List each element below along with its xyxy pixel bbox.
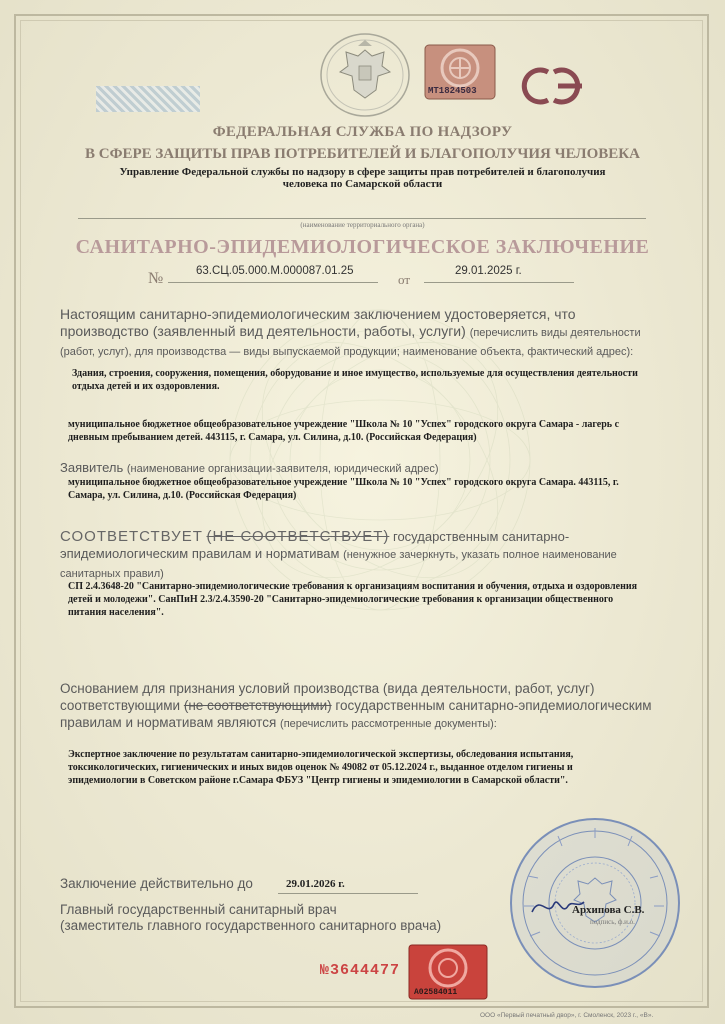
territorial-body: Управление Федеральной службы по надзору в сфере защиты прав потребителей и благополучия человека по Самарской области bbox=[119, 166, 606, 190]
date-underline bbox=[424, 282, 574, 283]
signatory-title-line1: Главный государственный санитарный врач bbox=[60, 902, 337, 917]
object-description: муниципальное бюджетное общеобразовательное учреждение "Школа № 10 "Успех" городского округа Самара - лагерь с дневным пребыванием детей. 443115, г. Самара, ул. Силина, д.10. (Российская Федерация) bbox=[68, 419, 620, 443]
certificate-date: 29.01.2025 г. bbox=[455, 265, 522, 277]
territorial-caption: (наименование территориального органа) bbox=[300, 221, 425, 229]
signature-caption: подпись, ф.и.о. bbox=[590, 918, 635, 926]
certificate-number: 63.СЦ.05.000.М.000087.01.25 bbox=[196, 265, 354, 277]
basis-documents: Экспертное заключение по результатам санитарно-эпидемиологической экспертизы, обследования испытания, токсикологических, гигиенических и иных видов оценок № 49082 от 05.12.2024 г., выданное отделом гигиены и эпидемиологии в Советском районе г.Самара ФБУЗ "Центр гигиены и эпидемиологии в Самарской области". bbox=[68, 749, 574, 786]
applicant-value: муниципальное бюджетное общеобразовательное учреждение "Школа № 10 "Успех" городского округа Самара. 443115, г. Самара, ул. Силина, д.10. (Российская Федерация) bbox=[68, 477, 619, 501]
basis-text: Основанием для признания условий производства (вида деятельности, работ, услуг) соответствующими (не соответствующими) государственным санитарно-эпидемиологическим правилам и нормативам являются (перечислить рассмотренные документы): bbox=[60, 681, 652, 730]
hologram-number: МТ1824503 bbox=[428, 86, 477, 96]
sanitary-rules: СП 2.4.3648-20 "Санитарно-эпидемиологические требования к организациям воспитания и обучения, отдыха и оздоровления детей и молодежи". СанПиН 2.3/2.4.3590-20 "Санитарно-эпидемиологические требования к организации общественного питания населения". bbox=[68, 581, 638, 618]
number-label: № bbox=[148, 270, 164, 287]
signatory-name: Архипова С.В. bbox=[572, 904, 645, 916]
activity-description: Здания, строения, сооружения, помещения, оборудование и иное имущество, используемые для осуществления деятельности отдыха детей и их оздоровления. bbox=[72, 368, 638, 392]
double-headed-eagle-emblem-icon bbox=[318, 32, 412, 118]
applicant-line: Заявитель (наименование организации-заявителя, юридический адрес) bbox=[60, 460, 439, 475]
agency-name-line2: В СФЕРЕ ЗАЩИТЫ ПРАВ ПОТРЕБИТЕЛЕЙ И БЛАГОПОЛУЧИЯ ЧЕЛОВЕКА bbox=[85, 146, 640, 162]
se-mark-logo-icon bbox=[512, 62, 590, 108]
intro-text: Настоящим санитарно-эпидемиологическим заключением удостоверяется, что производство (заявленный вид деятельности, работы, услуги) (перечислить виды деятельности (работ, услуг), для производства — виды выпускаемой продукции; наименование объекта, фактический адрес): bbox=[60, 306, 641, 358]
validity-date: 29.01.2026 г. bbox=[286, 878, 345, 890]
security-pattern-strip bbox=[96, 86, 200, 112]
signatory-title-line2: (заместитель главного государственного санитарного врача) bbox=[60, 918, 442, 933]
agency-name-line1: ФЕДЕРАЛЬНАЯ СЛУЖБА ПО НАДЗОРУ bbox=[212, 124, 513, 140]
number-underline bbox=[168, 282, 378, 283]
serial-number: №3644477 bbox=[320, 962, 401, 979]
document-title: САНИТАРНО-ЭПИДЕМИОЛОГИЧЕСКОЕ ЗАКЛЮЧЕНИЕ bbox=[75, 236, 650, 258]
hologram2-number: А02584011 bbox=[414, 988, 458, 997]
divider-line bbox=[78, 218, 646, 219]
validity-label: Заключение действительно до bbox=[60, 876, 253, 891]
validity-underline bbox=[278, 893, 418, 894]
printer-footer: ООО «Первый печатный двор», г. Смоленск, 2023 г., «В». bbox=[480, 1012, 654, 1019]
date-label: от bbox=[398, 272, 411, 287]
compliance-text: СООТВЕТСТВУЕТ (НЕ СООТВЕТСТВУЕТ) государственным санитарно-эпидемиологическим правилам и нормативам (ненужное зачеркнуть, указать полное наименование санитарных правил) bbox=[60, 528, 617, 580]
